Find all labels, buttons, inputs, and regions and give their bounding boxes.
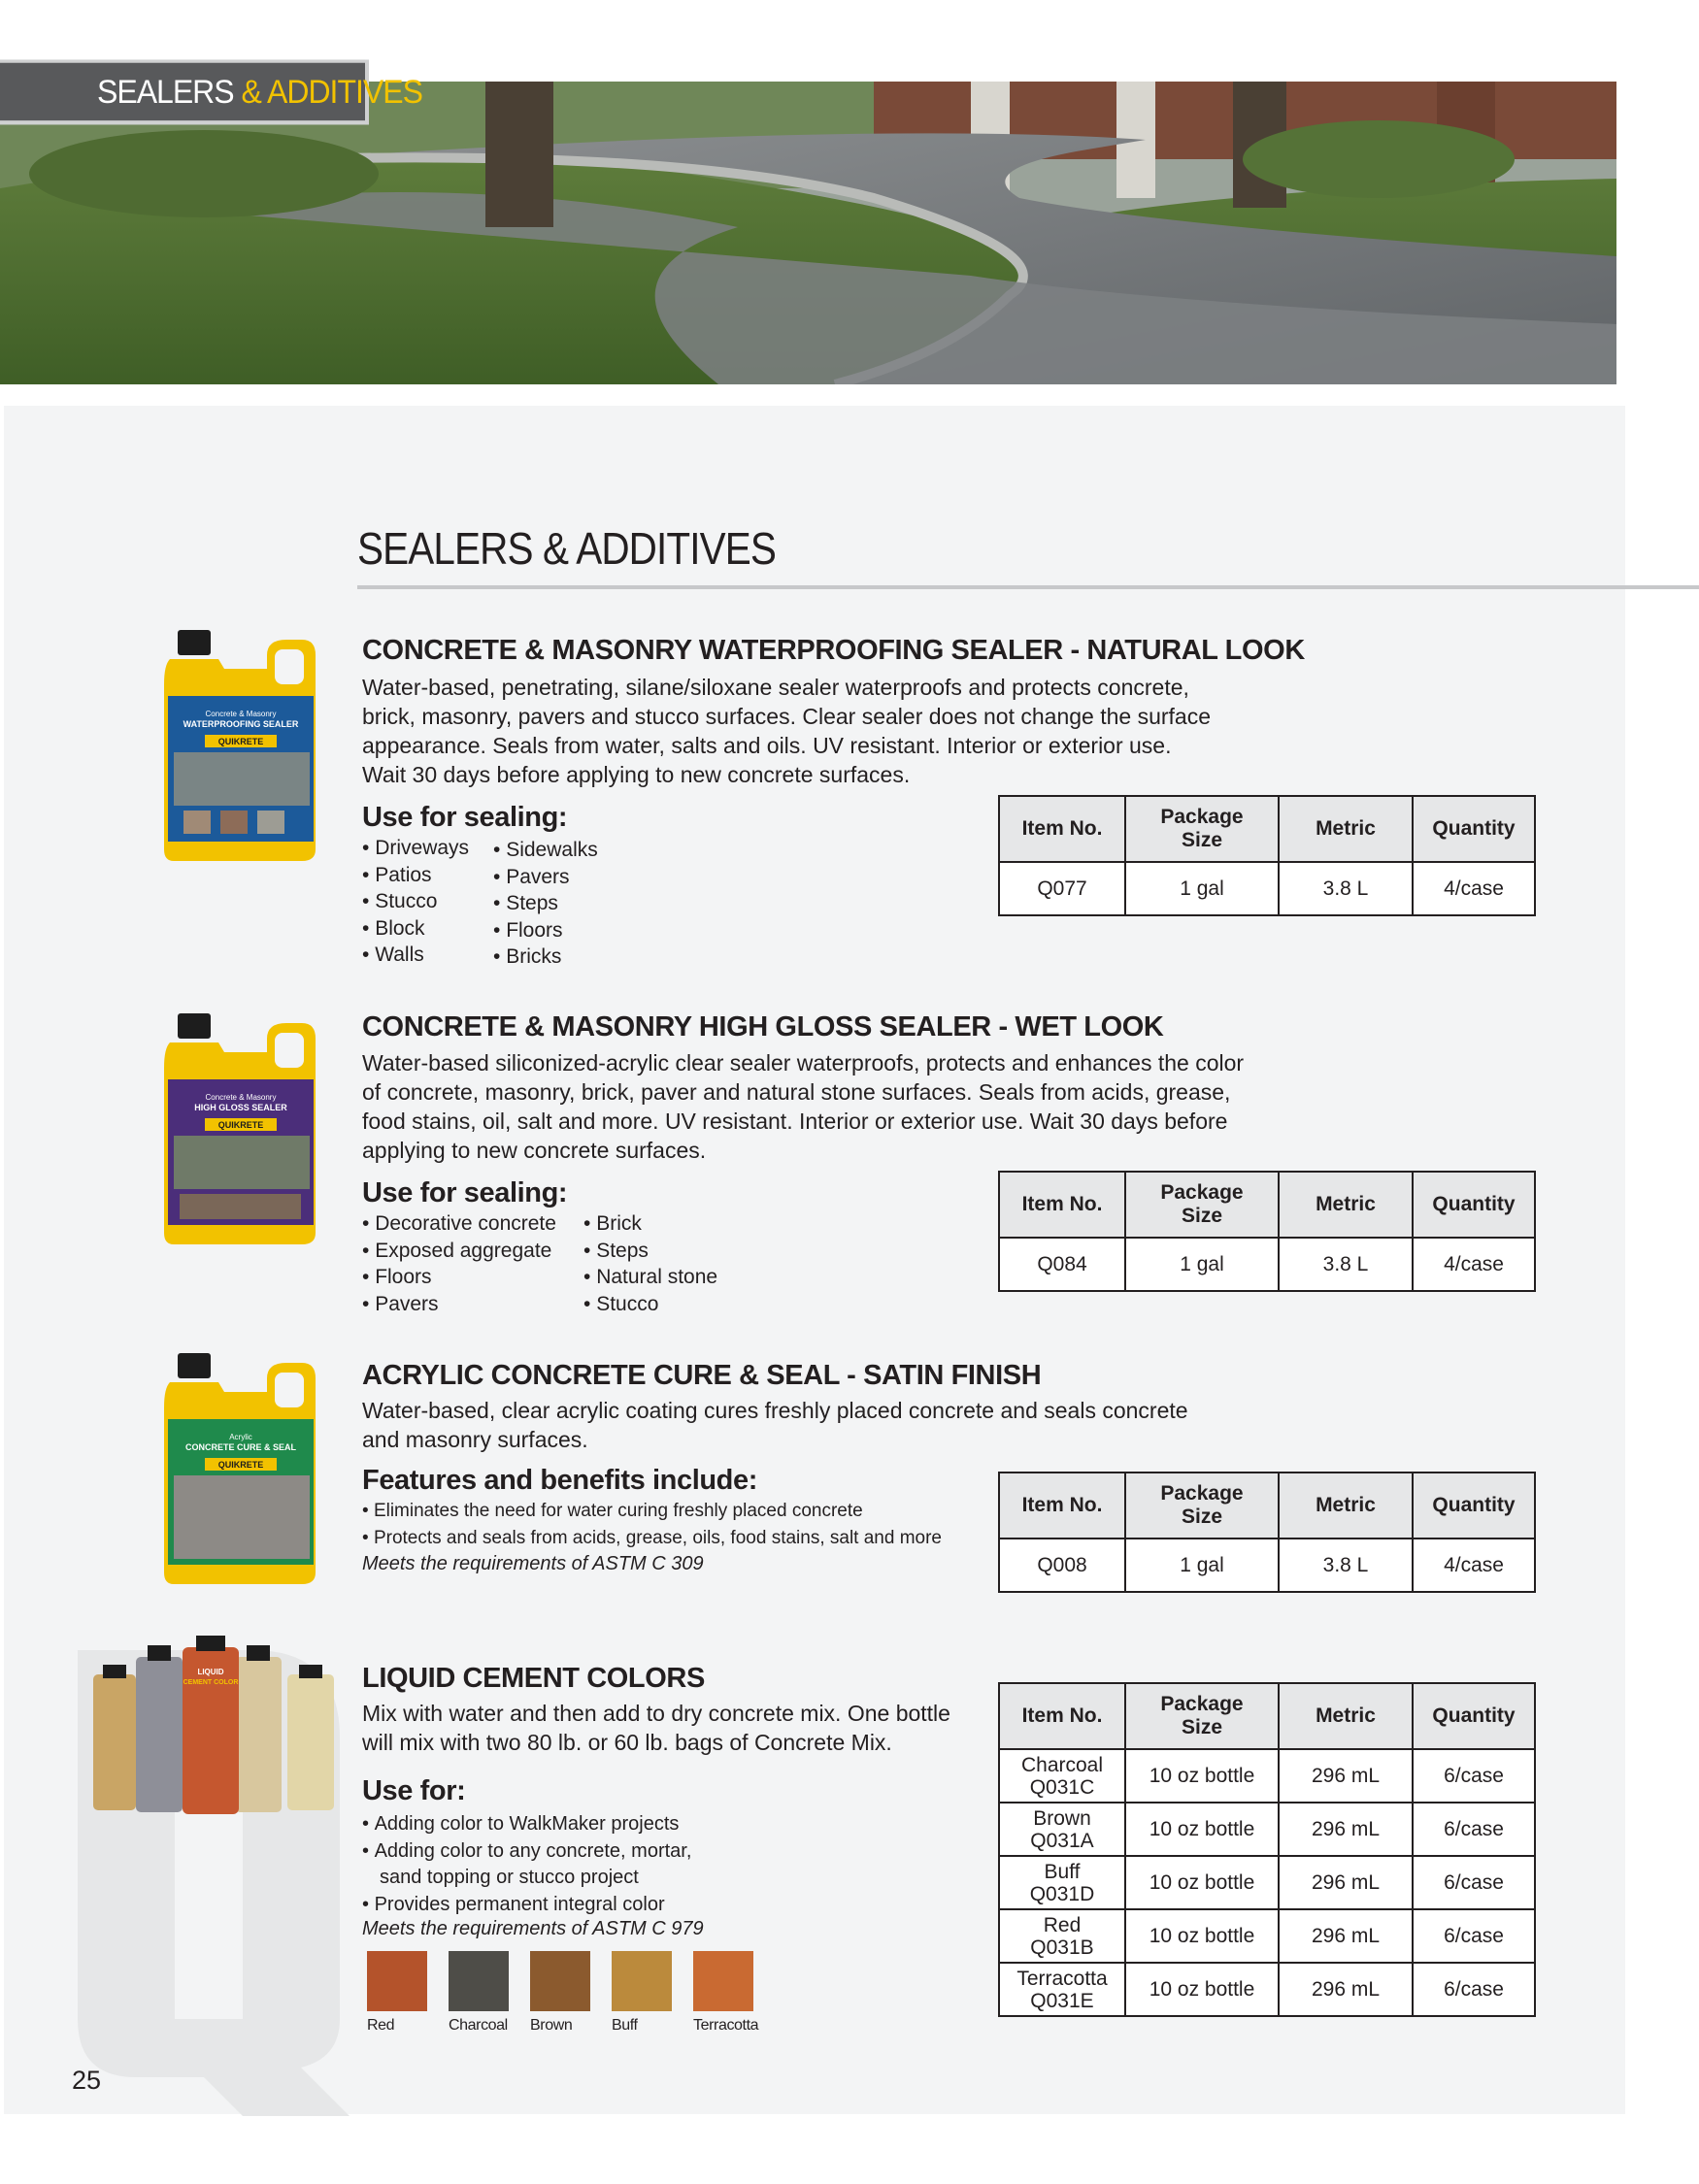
astm-note: Meets the requirements of ASTM C 309 [362, 1553, 704, 1574]
cell-item [999, 1963, 1125, 2016]
use-list-col1 [362, 1210, 556, 1317]
col-header-item: Item No. [999, 1473, 1125, 1539]
cell-code: Q031B [1030, 1936, 1094, 1959]
list-item: • Block [362, 915, 469, 943]
table-header-row [999, 1683, 1535, 1749]
desc-line: Water-based, clear acrylic coating cures freshly placed concrete and seals concrete [362, 1398, 1188, 1423]
section-title: LIQUID CEMENT COLORS [362, 1663, 705, 1694]
cell-size: 10 oz bottle [1125, 1749, 1279, 1803]
swatch-label: Terracotta [693, 2017, 759, 2034]
use-list-col1 [362, 835, 469, 969]
list-item: • Protects and seals from acids, grease, oils, food stains, salt and more [362, 1525, 942, 1552]
cell-qty: 4/case [1413, 1539, 1535, 1592]
cell-code: Q031C [1029, 1775, 1095, 1799]
cell-metric: 3.8 L [1279, 1238, 1413, 1291]
table-row [999, 1909, 1535, 1963]
cell-item [999, 1856, 1125, 1909]
list-item: • Brick [583, 1210, 717, 1238]
table-header-row [999, 1473, 1535, 1539]
cell-size: 10 oz bottle [1125, 1909, 1279, 1963]
label-line2: HIGH GLOSS SEALER [194, 1103, 287, 1112]
brand-logo: QUIKRETE [217, 1460, 264, 1470]
desc-line: will mix with two 80 lb. or 60 lb. bags of Concrete Mix. [362, 1730, 892, 1755]
table-row [999, 1539, 1535, 1592]
spec-table [998, 1472, 1536, 1593]
col-header-quantity: Quantity [1413, 796, 1535, 862]
cell-color: Terracotta [1016, 1967, 1108, 1990]
cell-size: 10 oz bottle [1125, 1803, 1279, 1856]
table-row [999, 1963, 1535, 2016]
list-item: • Pavers [362, 1291, 556, 1318]
section-title: ACRYLIC CONCRETE CURE & SEAL - SATIN FINISH [362, 1360, 1042, 1391]
use-list-col2 [583, 1210, 717, 1317]
color-swatch-terracotta [693, 1951, 753, 2011]
list-item-continuation-text: sand topping or stucco project [380, 1867, 639, 1888]
cell-item [999, 1749, 1125, 1803]
product-image-waterproofing-sealer [160, 626, 325, 874]
col-header-package-line2: Size [1181, 829, 1223, 851]
desc-line: and masonry surfaces. [362, 1427, 588, 1452]
col-header-package-line1: Package [1160, 806, 1244, 828]
features-list [362, 1498, 942, 1551]
col-header-item: Item No. [999, 1683, 1125, 1749]
table-row [999, 1856, 1535, 1909]
spec-table [998, 1171, 1536, 1292]
desc-line: Water-based, penetrating, silane/siloxane sealer waterproofs and protects concrete, [362, 675, 1189, 700]
col-header-metric: Metric [1279, 1172, 1413, 1238]
col-header-package-line2: Size [1181, 1205, 1223, 1227]
page-number: 25 [72, 2066, 102, 2095]
cell-qty: 6/case [1413, 1803, 1535, 1856]
label-line1: Acrylic [229, 1433, 252, 1441]
cell-qty: 6/case [1413, 1963, 1535, 2016]
product-image-cement-colors [89, 1636, 344, 1825]
table-row [999, 1238, 1535, 1291]
cell-size: 10 oz bottle [1125, 1856, 1279, 1909]
table-header-row [999, 796, 1535, 862]
section-description [362, 1699, 950, 1757]
cell-item [999, 1803, 1125, 1856]
desc-line: brick, masonry, pavers and stucco surfaces. Clear sealer does not change the surface [362, 704, 1212, 729]
cell-color: Brown [1033, 1806, 1091, 1830]
use-list-col2 [493, 837, 598, 971]
cell-qty: 4/case [1413, 1238, 1535, 1291]
table-row [999, 1803, 1535, 1856]
cell-size: 10 oz bottle [1125, 1963, 1279, 2016]
desc-line: food stains, oil, salt and more. UV resistant. Interior or exterior use. Wait 30 days before [362, 1109, 1228, 1134]
astm-note: Meets the requirements of ASTM C 979 [362, 1918, 704, 1939]
col-header-package-line1: Package [1160, 1693, 1244, 1715]
section-description [362, 1048, 1244, 1165]
cell-qty: 6/case [1413, 1749, 1535, 1803]
col-header-package [1125, 1683, 1279, 1749]
cell-qty: 6/case [1413, 1856, 1535, 1909]
list-item: • Patios [362, 862, 469, 889]
cell-metric: 296 mL [1279, 1963, 1413, 2016]
section-subtitle: Use for sealing: [362, 802, 568, 833]
col-header-quantity: Quantity [1413, 1172, 1535, 1238]
section-subtitle: Use for sealing: [362, 1177, 568, 1208]
list-item: • Steps [493, 890, 598, 917]
col-header-package-line1: Package [1160, 1482, 1244, 1505]
cell-code: Q031E [1030, 1989, 1094, 2012]
cell-size: 1 gal [1125, 1539, 1279, 1592]
col-header-quantity: Quantity [1413, 1683, 1535, 1749]
col-header-item: Item No. [999, 1172, 1125, 1238]
list-item: • Pavers [493, 864, 598, 891]
section-subtitle: Features and benefits include: [362, 1465, 757, 1496]
color-swatch-buff [612, 1951, 672, 2011]
color-swatch-brown [530, 1951, 590, 2011]
desc-line: applying to new concrete surfaces. [362, 1138, 707, 1163]
label-line1: LIQUID [197, 1668, 224, 1676]
title-rule [357, 585, 1699, 589]
use-list [362, 1811, 691, 1918]
product-image-cure-seal [160, 1349, 325, 1597]
col-header-quantity: Quantity [1413, 1473, 1535, 1539]
list-item: • Floors [362, 1264, 556, 1291]
swatch-label: Charcoal [449, 2017, 508, 2034]
col-header-metric: Metric [1279, 796, 1413, 862]
cell-metric: 296 mL [1279, 1749, 1413, 1803]
table-header-row [999, 1172, 1535, 1238]
page-title: SEALERS & ADDITIVES [357, 523, 776, 574]
col-header-package-line1: Package [1160, 1181, 1244, 1204]
list-item: • Walls [362, 942, 469, 969]
list-item: • Natural stone [583, 1264, 717, 1291]
cell-size: 1 gal [1125, 1238, 1279, 1291]
col-header-item: Item No. [999, 796, 1125, 862]
list-item: • Steps [583, 1238, 717, 1265]
label-line1: Concrete & Masonry [205, 710, 277, 718]
table-row [999, 862, 1535, 915]
color-swatch-red [367, 1951, 427, 2011]
list-item: • Exposed aggregate [362, 1238, 556, 1265]
cell-code: Q031D [1029, 1882, 1095, 1905]
list-item: • Bricks [493, 943, 598, 971]
desc-line: Water-based siliconized-acrylic clear sealer waterproofs, protects and enhances the color [362, 1050, 1245, 1075]
col-header-metric: Metric [1279, 1683, 1413, 1749]
desc-line: Mix with water and then add to dry concrete mix. One bottle [362, 1701, 950, 1726]
section-tag [0, 60, 422, 125]
section-title: CONCRETE & MASONRY HIGH GLOSS SEALER - WET LOOK [362, 1011, 1164, 1042]
col-header-package-line2: Size [1181, 1716, 1223, 1738]
cell-metric: 296 mL [1279, 1803, 1413, 1856]
brand-logo: QUIKRETE [217, 1120, 264, 1130]
list-item-continuation [362, 1865, 691, 1892]
section-tag-accent: & ADDITIVES [233, 72, 422, 111]
list-item: • Adding color to any concrete, mortar, [362, 1838, 691, 1866]
label-line2: WATERPROOFING SEALER [183, 719, 299, 729]
section-subtitle: Use for: [362, 1775, 466, 1806]
cell-metric: 3.8 L [1279, 1539, 1413, 1592]
list-item: • Driveways [362, 835, 469, 862]
cell-item [999, 1909, 1125, 1963]
col-header-package [1125, 796, 1279, 862]
hero-photo [0, 82, 1616, 384]
col-header-metric: Metric [1279, 1473, 1413, 1539]
list-item: • Decorative concrete [362, 1210, 556, 1238]
list-item: • Sidewalks [493, 837, 598, 864]
cell-color: Red [1043, 1913, 1082, 1936]
section-title: CONCRETE & MASONRY WATERPROOFING SEALER - NATURAL LOOK [362, 635, 1305, 666]
col-header-package-line2: Size [1181, 1506, 1223, 1528]
desc-line: of concrete, masonry, brick, paver and natural stone surfaces. Seals from acids, grease, [362, 1079, 1231, 1105]
cell-item: Q077 [999, 862, 1125, 915]
cell-qty: 4/case [1413, 862, 1535, 915]
section-description [362, 1396, 1188, 1454]
col-header-package [1125, 1172, 1279, 1238]
swatch-label: Red [367, 2017, 395, 2034]
list-item: • Stucco [583, 1291, 717, 1318]
desc-line: appearance. Seals from water, salts and oils. UV resistant. Interior or exterior use. [362, 733, 1172, 758]
cell-code: Q031A [1030, 1829, 1094, 1852]
table-row [999, 1749, 1535, 1803]
cell-size: 1 gal [1125, 862, 1279, 915]
swatch-label: Brown [530, 2017, 573, 2034]
section-tag-word: SEALERS [97, 72, 234, 111]
cell-qty: 6/case [1413, 1909, 1535, 1963]
label-line2: CONCRETE CURE & SEAL [184, 1442, 297, 1452]
brand-logo: QUIKRETE [217, 737, 264, 746]
spec-table [998, 1682, 1536, 2017]
desc-line: Wait 30 days before applying to new concrete surfaces. [362, 762, 911, 787]
section-description [362, 673, 1211, 789]
list-item: • Stucco [362, 888, 469, 915]
col-header-package [1125, 1473, 1279, 1539]
cell-metric: 296 mL [1279, 1909, 1413, 1963]
cell-item: Q084 [999, 1238, 1125, 1291]
list-item: • Adding color to WalkMaker projects [362, 1811, 691, 1838]
cell-item: Q008 [999, 1539, 1125, 1592]
swatch-label: Buff [612, 2017, 638, 2034]
list-item: • Eliminates the need for water curing freshly placed concrete [362, 1498, 942, 1525]
label-line1: Concrete & Masonry [205, 1093, 277, 1102]
cell-metric: 296 mL [1279, 1856, 1413, 1909]
cell-color: Buff [1044, 1860, 1081, 1883]
color-swatch-charcoal [449, 1951, 509, 2011]
spec-table [998, 795, 1536, 916]
list-item: • Provides permanent integral color [362, 1892, 691, 1919]
cell-color: Charcoal [1020, 1753, 1104, 1776]
cell-metric: 3.8 L [1279, 862, 1413, 915]
list-item: • Floors [493, 917, 598, 944]
product-image-high-gloss-sealer [160, 1009, 325, 1257]
label-line2: CEMENT COLOR [183, 1679, 239, 1686]
